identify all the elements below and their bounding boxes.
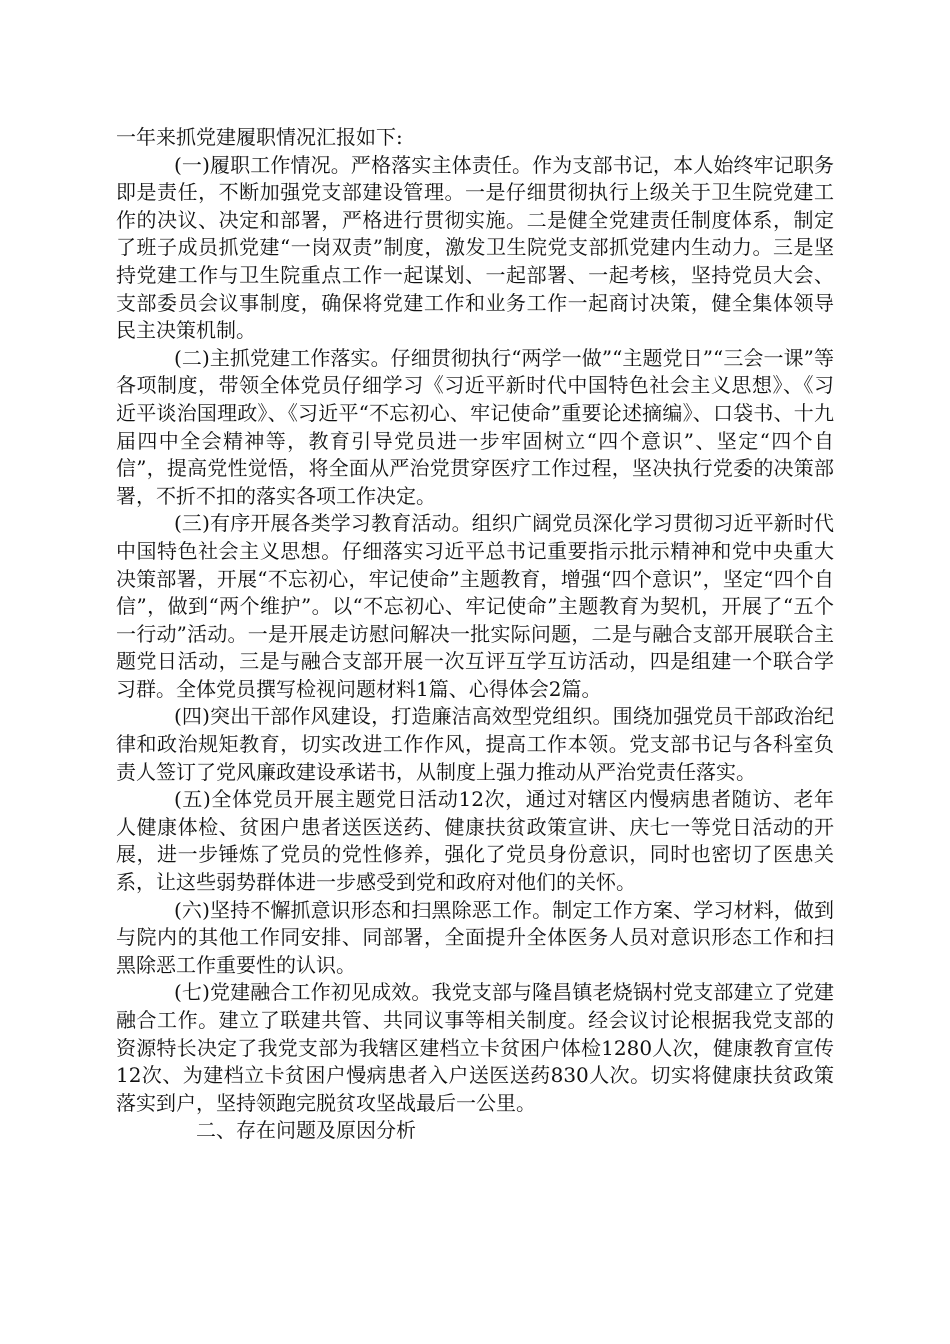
document-page [116, 124, 834, 1145]
paragraph-4: (四)突出干部作风建设，打造廉洁高效型党组织。围绕加强党员干部政治纪律和政治规矩教育，切实改进工作作风，提高工作本领。党支部书记与各科室负责人签订了党风廉政建设承诺书，从制度上强力推动从严治党责任落实。 [116, 704, 834, 784]
paragraph-7: (七)党建融合工作初见成效。我党支部与隆昌镇老烧锅村党支部建立了党建融合工作。建立了联建共管、共同议事等相关制度。经会议讨论根据我党支部的资源特长决定了我党支部为我辖区建档立卡贫困户体检1280人次，健康教育宣传12次、为建档立卡贫困户慢病患者入户送医送药830人次。切实将健康扶贫政策落实到户，坚持领跑完脱贫攻坚战最后一公里。 [116, 980, 834, 1115]
paragraph-6: (六)坚持不懈抓意识形态和扫黑除恶工作。制定工作方案、学习材料，做到与院内的其他工作同安排、同部署，全面提升全体医务人员对意识形态工作和扫黑除恶工作重要性的认识。 [116, 897, 834, 977]
paragraph-5: (五)全体党员开展主题党日活动12次，通过对辖区内慢病患者随访、老年人健康体检、贫困户患者送医送药、健康扶贫政策宣讲、庆七一等党日活动的开展，进一步锤炼了党员的党性修养，强化了党员身份意识，同时也密切了医患关系，让这些弱势群体进一步感受到党和政府对他们的关怀。 [116, 787, 834, 895]
paragraph-2: (二)主抓党建工作落实。仔细贯彻执行“两学一做”“主题党日”“三会一课”等各项制度，带领全体党员仔细学习《习近平新时代中国特色社会主义思想》、《习近平谈治国理政》、《习近平“不忘初心、牢记使命”重要论述摘编》、口袋书、十九届四中全会精神等，教育引导党员进一步牢固树立“四个意识”、坚定“四个自信”，提高党性觉悟，将全面从严治党贯穿医疗工作过程，坚决执行党委的决策部署，不折不扣的落实各项工作决定。 [116, 345, 834, 508]
paragraph-1: (一)履职工作情况。严格落实主体责任。作为支部书记，本人始终牢记职务即是责任，不断加强党支部建设管理。一是仔细贯彻执行上级关于卫生院党建工作的决议、决定和部署，严格进行贯彻实施。二是健全党建责任制度体系，制定了班子成员抓党建“一岗双责”制度，激发卫生院党支部抓党建内生动力。三是坚持党建工作与卫生院重点工作一起谋划、一起部署、一起考核，坚持党员大会、支部委员会议事制度，确保将党建工作和业务工作一起商讨决策，健全集体领导民主决策机制。 [116, 152, 834, 343]
section-heading: 二、存在问题及原因分析 [196, 1118, 416, 1143]
paragraph-3: (三)有序开展各类学习教育活动。组织广阔党员深化学习贯彻习近平新时代中国特色社会主义思想。仔细落实习近平总书记重要指示批示精神和党中央重大决策部署，开展“不忘初心，牢记使命”主题教育，增强“四个意识”，坚定“四个自信”，做到“两个维护”。以“不忘初心、牢记使命”主题教育为契机，开展了“五个一行动”活动。一是开展走访慰问解决一批实际问题，二是与融合支部开展联合主题党日活动，三是与融合支部开展一次互评互学互访活动，四是组建一个联合学习群。全体党员撰写检视问题材料1篇、心得体会2篇。 [116, 511, 834, 701]
intro-line: 一年来抓党建履职情况汇报如下: [116, 125, 403, 149]
